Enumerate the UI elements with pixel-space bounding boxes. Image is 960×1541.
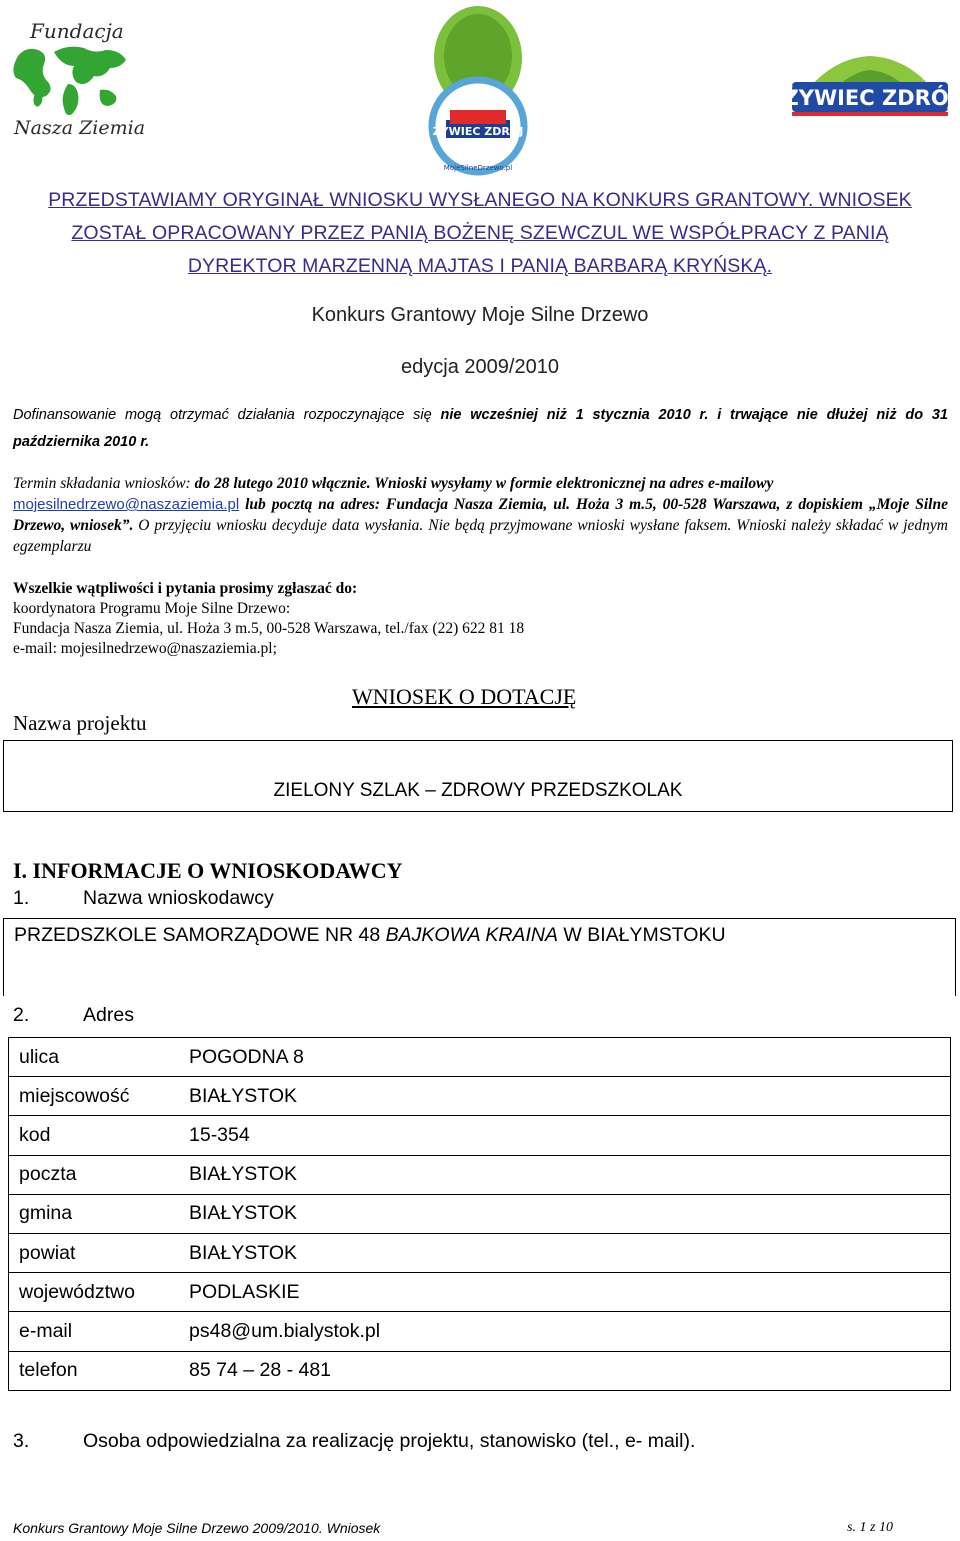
table-row — [9, 1312, 951, 1351]
zywiec-zdroj-logo — [786, 48, 954, 124]
intro-notice: PRZEDSTAWIAMY ORYGINAŁ WNIOSKU WYSŁANEGO NA KONKURS GRANTOWY. WNIOSEK ZOSTAŁ OPRACOWANY PRZEZ PANIĄ BOŻENĘ SZEWCZUL WE WSPÓŁPRACY Z PANIĄ DYREKTOR MARZENNĄ MAJTAS I PANIĄ BARBARĄ KRYŃSKĄ. — [48, 189, 912, 277]
postal-address: lub pocztą na adres: Fundacja Nasza Ziemia, ul. Hoża 3 m.5, 00-528 Warszawa, z dopiskiem „Moje Silne Drzewo, wniosek”. — [13, 496, 948, 534]
table-row — [9, 1233, 951, 1272]
table-row — [9, 1273, 951, 1312]
table-row — [9, 1038, 951, 1077]
address-key: e-mail — [9, 1312, 180, 1351]
applicant-name-post: W BIAŁYMSTOKU — [557, 924, 726, 946]
applicant-name-pre: PRZEDSZKOLE SAMORZĄDOWE NR 48 — [14, 924, 386, 946]
svg-text:MojeSilneDrzewo.pl: MojeSilneDrzewo.pl — [443, 164, 513, 172]
deadline-label: Termin składania wniosków: — [13, 475, 195, 492]
edition: edycja 2009/2010 — [401, 356, 559, 378]
contest-title: Konkurs Grantowy Moje Silne Drzewo — [311, 304, 649, 326]
svg-text:ŻYWIEC ZDRÓJ: ŻYWIEC ZDRÓJ — [432, 125, 524, 138]
question-1-number: 1. — [13, 887, 30, 909]
table-row — [9, 1155, 951, 1194]
table-row — [9, 1194, 951, 1233]
question-3-number: 3. — [13, 1430, 30, 1452]
moje-silne-drzewo-logo — [398, 2, 558, 180]
address-value: BIAŁYSTOK — [179, 1233, 951, 1272]
deadline-rules: O przyjęciu wniosku decyduje data wysłania. Nie będą przyjmowane wnioski wysłane faksem. Wnioski należy składać w jednym egzemplarzu — [13, 517, 948, 555]
form-title: WNIOSEK O DOTACJĘ — [352, 684, 577, 709]
address-key: ulica — [9, 1038, 180, 1077]
address-key: telefon — [9, 1351, 180, 1390]
address-key: miejscowość — [9, 1077, 180, 1116]
svg-text:Nasza Ziemia: Nasza Ziemia — [14, 117, 146, 139]
address-key: poczta — [9, 1155, 180, 1194]
address-key: powiat — [9, 1233, 180, 1272]
address-value: ps48@um.bialystok.pl — [179, 1312, 951, 1351]
deadline-paragraph — [13, 473, 948, 557]
table-row — [9, 1116, 951, 1155]
deadline-date: do 28 lutego 2010 włącznie. Wnioski wysyłamy w formie elektronicznej na adres e-mailowy — [194, 475, 774, 492]
question-3 — [13, 1430, 695, 1453]
page-number: s. 1 z 10 — [847, 1520, 893, 1535]
footer-title: Konkurs Grantowy Moje Silne Drzewo 2009/2010. Wniosek — [13, 1520, 381, 1536]
address-value: PODLASKIE — [179, 1273, 951, 1312]
question-2 — [13, 1004, 134, 1027]
svg-text:Fundacja: Fundacja — [30, 19, 124, 43]
address-value: 85 74 – 28 - 481 — [179, 1351, 951, 1390]
question-1 — [13, 887, 274, 910]
address-value: BIAŁYSTOK — [179, 1077, 951, 1116]
question-1-label: Nazwa wnioskodawcy — [83, 887, 274, 909]
address-value: BIAŁYSTOK — [179, 1155, 951, 1194]
funding-dates: nie wcześniej niż 1 stycznia 2010 r. i trwające nie dłużej niż do 31 października 2010 r. — [13, 407, 948, 450]
contact-line-3: e-mail: mojesilnedrzewo@naszaziemia.pl; — [13, 640, 277, 657]
address-key: gmina — [9, 1194, 180, 1233]
contact-block — [13, 579, 948, 659]
address-table — [8, 1037, 951, 1391]
question-2-number: 2. — [13, 1004, 30, 1026]
contact-line-2: Fundacja Nasza Ziemia, ul. Hoża 3 m.5, 00-528 Warszawa, tel./fax (22) 622 81 18 — [13, 620, 525, 637]
address-value: POGODNA 8 — [179, 1038, 951, 1077]
address-key: województwo — [9, 1273, 180, 1312]
contact-line-1: koordynatora Programu Moje Silne Drzewo: — [13, 600, 291, 617]
applicant-name — [14, 924, 726, 947]
address-value: 15-354 — [179, 1116, 951, 1155]
applicant-name-italic: BAJKOWA KRAINA — [385, 924, 558, 946]
funding-paragraph — [13, 402, 948, 456]
svg-text:ŻYWIEC ZDRÓJ: ŻYWIEC ZDRÓJ — [786, 86, 954, 110]
question-2-label: Adres — [83, 1004, 134, 1026]
email-link[interactable]: mojesilnedrzewo@naszaziemia.pl — [13, 496, 240, 513]
project-name: ZIELONY SZLAK – ZDROWY PRZEDSZKOLAK — [273, 780, 683, 801]
table-row — [9, 1351, 951, 1390]
fundacja-nasza-ziemia-logo — [8, 12, 148, 152]
table-row — [9, 1077, 951, 1116]
page-footer — [13, 1520, 893, 1536]
address-value: BIAŁYSTOK — [179, 1194, 951, 1233]
funding-text: Dofinansowanie mogą otrzymać działania rozpoczynające się — [13, 407, 441, 423]
contact-heading: Wszelkie wątpliwości i pytania prosimy zgłaszać do: — [13, 580, 358, 597]
question-3-label: Osoba odpowiedzialna za realizację projektu, stanowisko (tel., e- mail). — [83, 1430, 696, 1452]
project-label: Nazwa projektu — [13, 711, 147, 735]
address-key: kod — [9, 1116, 180, 1155]
section-title: I. INFORMACJE O WNIOSKODAWCY — [13, 858, 403, 883]
